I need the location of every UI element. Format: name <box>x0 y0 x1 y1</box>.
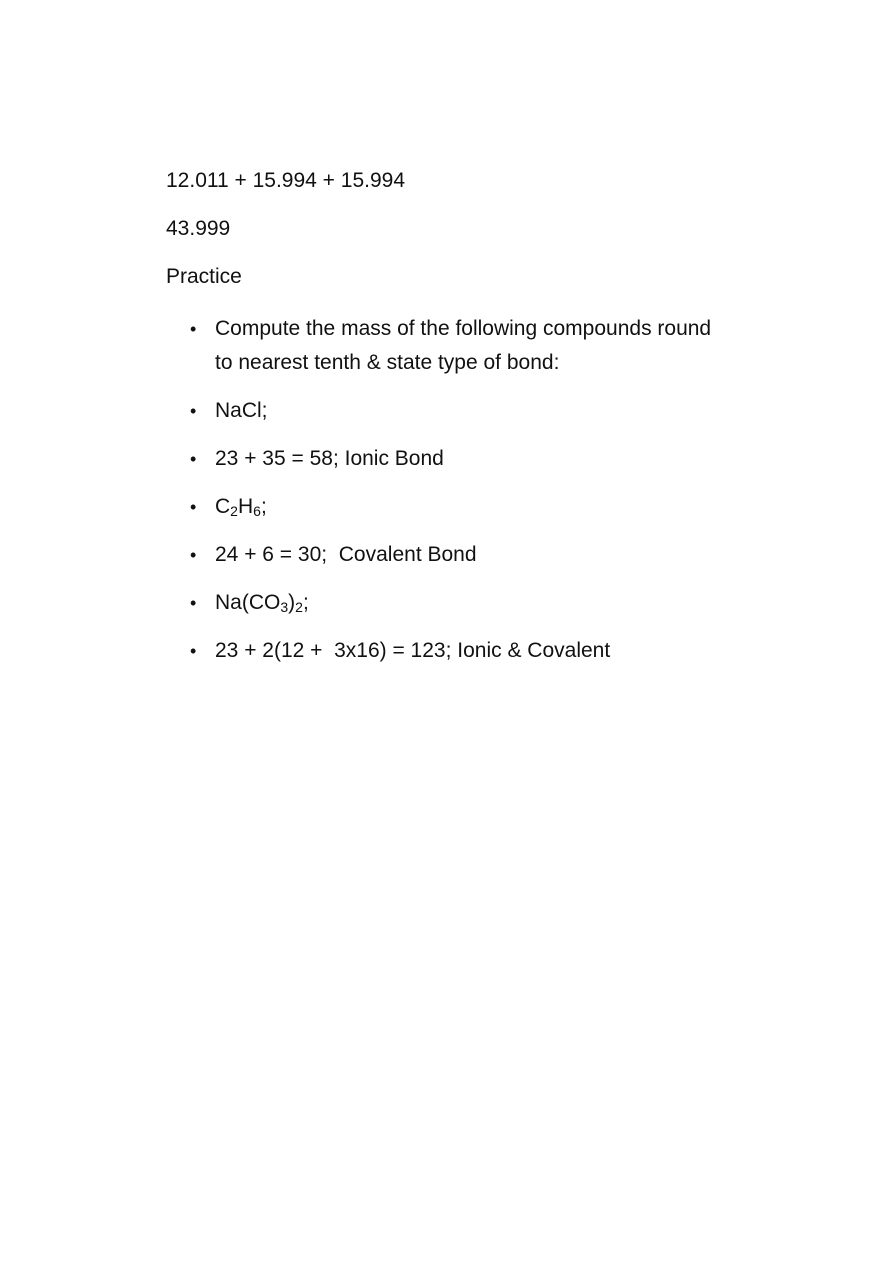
bullet-icon: • <box>190 449 197 469</box>
instruction-text: Compute the mass of the following compounds round to nearest tenth & state type of bond: <box>215 317 712 374</box>
formula-part: ; <box>302 591 309 614</box>
subscript: 6 <box>253 503 261 519</box>
answer-sodium-carbonate: 23 + 2(12 + 3x16) = 123; Ionic & Covalent <box>215 639 611 662</box>
formula-part: H <box>237 495 254 518</box>
compound-ethane <box>215 490 726 524</box>
subscript: 2 <box>295 599 303 615</box>
bullet-icon: • <box>190 593 197 613</box>
bullet-icon: • <box>190 497 197 517</box>
list-item <box>166 586 726 620</box>
list-item <box>166 634 726 668</box>
formula-part: ; <box>260 495 267 518</box>
section-heading: Practice <box>166 265 242 288</box>
list-item <box>166 394 726 428</box>
answer-ethane: 24 + 6 = 30; Covalent Bond <box>215 543 477 566</box>
formula-part: ) <box>288 591 296 614</box>
result-line: 43.999 <box>166 217 231 240</box>
list-item <box>166 442 726 476</box>
bullet-icon: • <box>190 641 197 661</box>
calculation-line: 12.011 + 15.994 + 15.994 <box>166 169 405 192</box>
formula-part: Na(CO <box>215 591 281 614</box>
bullet-icon: • <box>190 401 197 421</box>
formula-part: C <box>215 495 231 518</box>
list-item <box>166 312 726 380</box>
subscript: 3 <box>280 599 289 615</box>
answer-nacl: 23 + 35 = 58; Ionic Bond <box>215 447 444 470</box>
subscript: 2 <box>230 503 238 519</box>
practice-list <box>166 312 726 682</box>
bullet-icon: • <box>190 545 197 565</box>
bullet-icon: • <box>190 319 197 339</box>
compound-nacl: NaCl; <box>215 399 268 422</box>
list-item <box>166 538 726 572</box>
compound-sodium-carbonate <box>215 586 726 620</box>
list-item <box>166 490 726 524</box>
